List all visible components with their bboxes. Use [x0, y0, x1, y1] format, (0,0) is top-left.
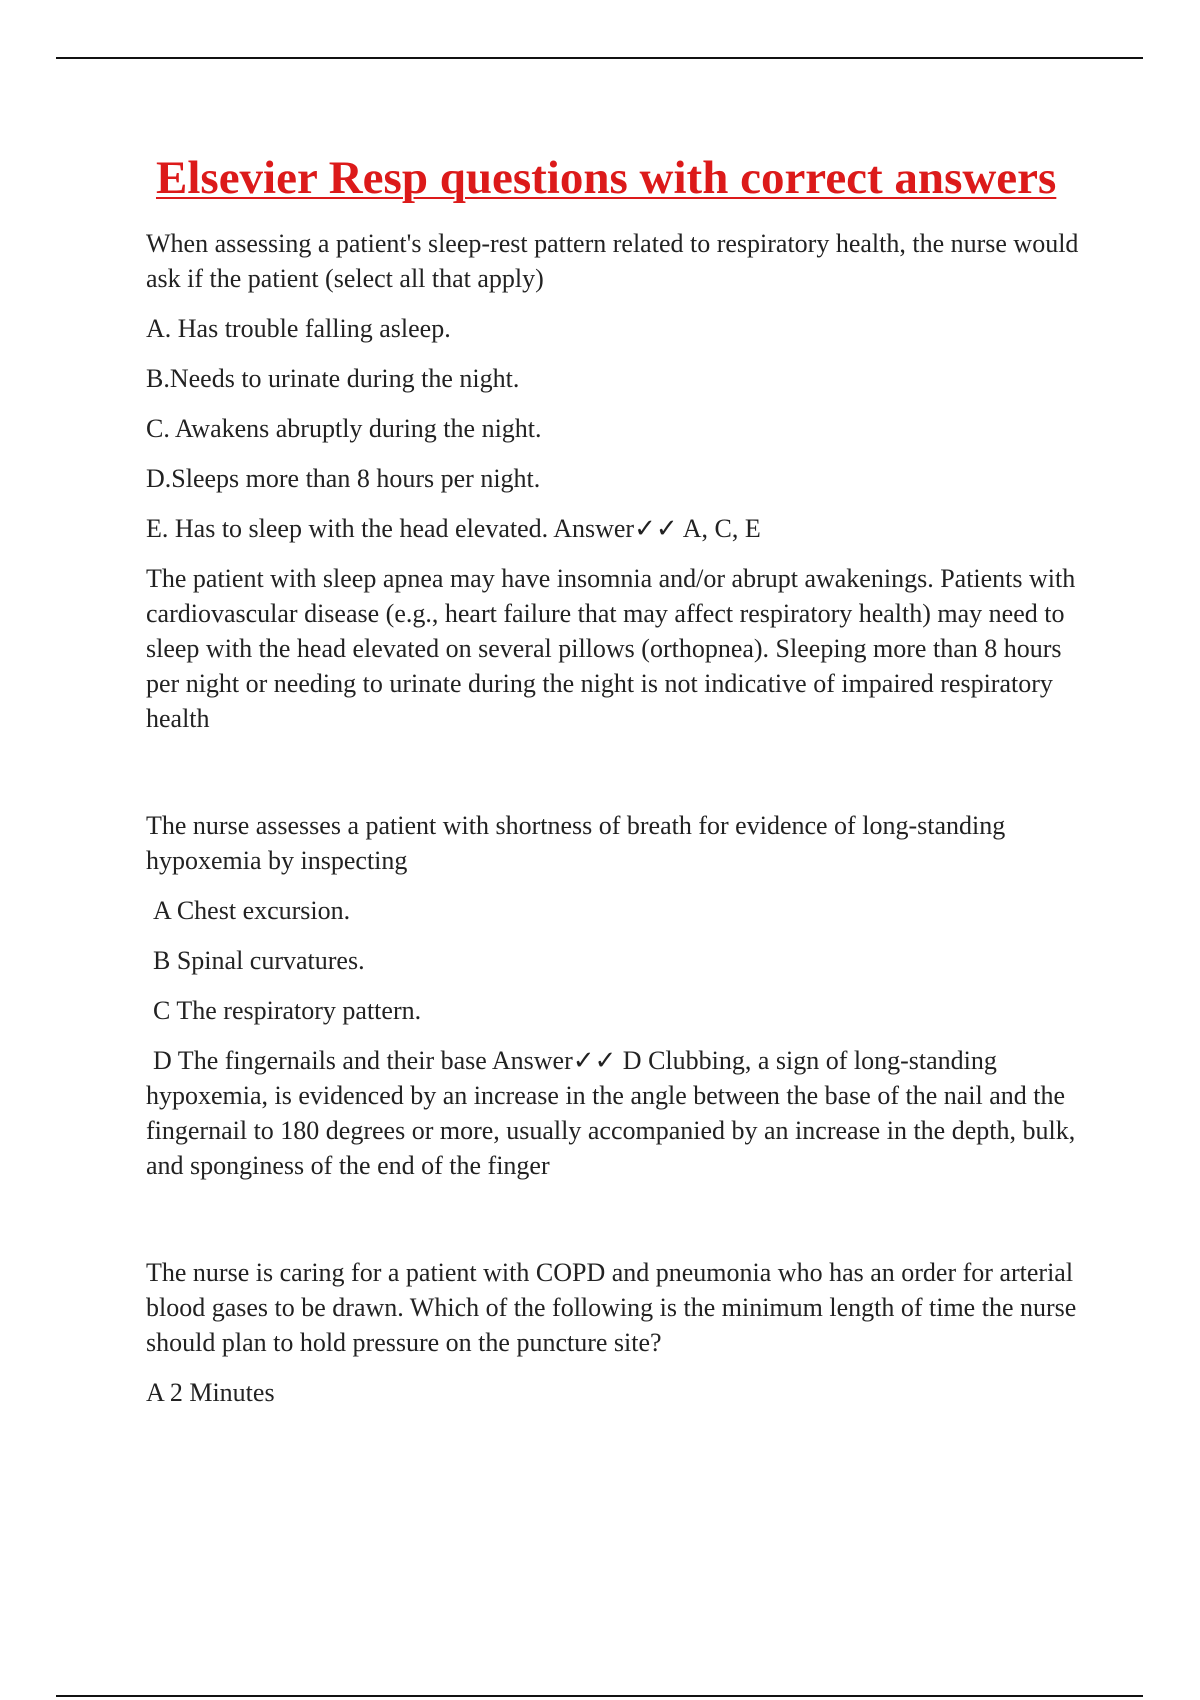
- question-block-1: [146, 226, 1081, 736]
- question-text: The nurse is caring for a patient with COPD and pneumonia who has an order for arterial blood gases to be drawn. Which of the following is the minimum length of time the nurse should plan to hold pressure on the puncture site?: [146, 1258, 1077, 1358]
- question-block-3: [146, 1255, 1081, 1410]
- answer-option: E. Has to sleep with the head elevated. Answer✓✓ A, C, E: [146, 514, 761, 544]
- answer-option: A 2 Minutes: [146, 1378, 275, 1408]
- document-title: Elsevier Resp questions with correct answers: [156, 152, 1057, 204]
- question-text: The nurse assesses a patient with shortness of breath for evidence of long-standing hypoxemia by inspecting: [146, 811, 1006, 876]
- section-spacer: [146, 736, 1081, 808]
- answer-option: B.Needs to urinate during the night.: [146, 364, 520, 394]
- answer-option: A. Has trouble falling asleep.: [146, 314, 451, 344]
- bottom-rule: [56, 1695, 1143, 1697]
- question-text: When assessing a patient's sleep-rest pattern related to respiratory health, the nurse would ask if the patient (select all that apply): [146, 229, 1079, 294]
- answer-explanation: The patient with sleep apnea may have insomnia and/or abrupt awakenings. Patients with cardiovascular disease (e.g., heart failure that may affect respiratory health) may need to sleep with the head elevated on several pillows (orthopnea). Sleeping more than 8 hours per night or needing to urinate during the night is not indicative of impaired respiratory health: [146, 564, 1076, 734]
- top-rule: [56, 57, 1143, 59]
- answer-option: A Chest excursion.: [153, 896, 351, 926]
- document-body: [146, 150, 1081, 1425]
- answer-explanation: D The fingernails and their base Answer✓✓ D Clubbing, a sign of long-standing hypoxemia, is evidenced by an increase in the angle between the base of the nail and the fingernail to 180 degrees or more, usually accompanied by an increase in the depth, bulk, and sponginess of the end of the finger: [146, 1046, 1076, 1181]
- answer-option: D.Sleeps more than 8 hours per night.: [146, 464, 541, 494]
- section-spacer: [146, 1183, 1081, 1255]
- answer-option: C. Awakens abruptly during the night.: [146, 414, 542, 444]
- answer-option: B Spinal curvatures.: [153, 946, 365, 976]
- question-block-2: [146, 808, 1081, 1183]
- answer-option: C The respiratory pattern.: [153, 996, 422, 1026]
